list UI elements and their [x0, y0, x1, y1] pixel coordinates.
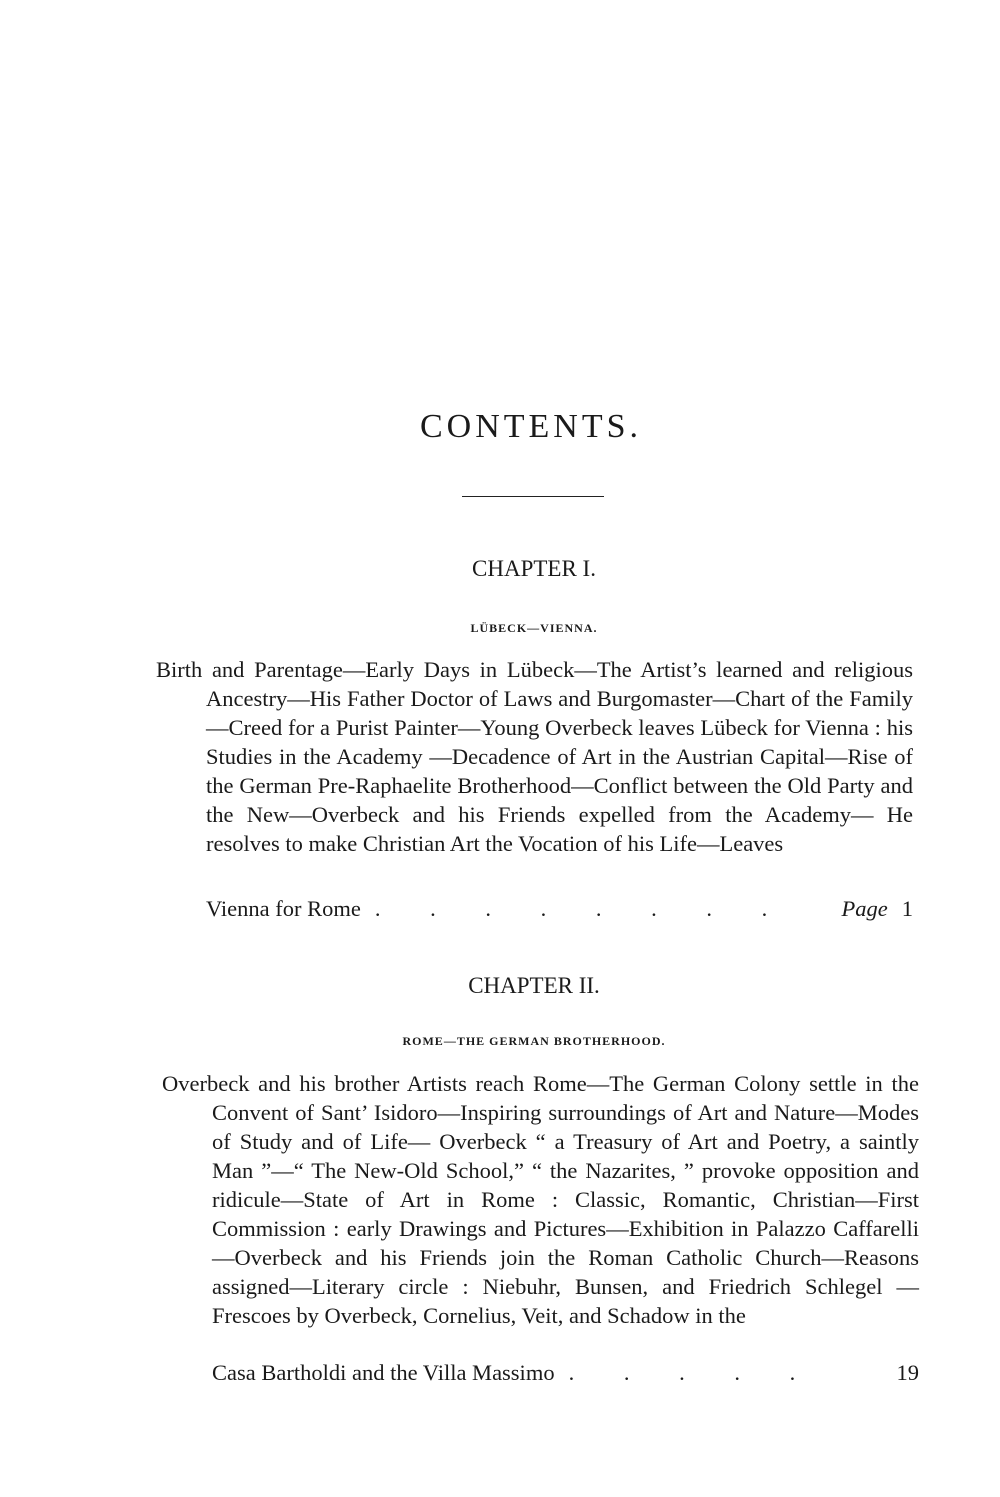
chapter-1-last-line: Vienna for Rome	[206, 896, 361, 921]
chapter-1-leader-dots: . . . . . . . .	[374, 896, 790, 921]
chapter-1-heading: CHAPTER I.	[472, 556, 596, 581]
chapter-2-entry-end	[212, 1358, 919, 1387]
chapter-1-page-label: Page	[841, 896, 888, 921]
chapter-1-summary: Birth and Parentage—Early Days in Lübeck—The Artist’s learned and religious Ancestry—His Father Doctor of Laws and Burgomaster—Chart of the Family—Creed for a Purist Painter—Young Overbeck leaves Lübeck for Vienna : his Studies in the Academy —Decadence of Art in the Austrian Capital—Rise of the German Pre-Raphaelite Brotherhood—Conflict between the Old Party and the New—Overbeck and his Friends expelled from the Academy— He resolves to make Christian Art the Vocation of his Life—Leaves	[156, 657, 913, 856]
chapter-2-last-line: Casa Bartholdi and the Villa Massimo	[212, 1360, 555, 1385]
chapter-2-leader-dots: . . . . .	[568, 1360, 818, 1385]
chapter-2-page-number: 19	[896, 1360, 919, 1385]
chapter-2-heading: CHAPTER II.	[468, 973, 600, 998]
title-rule	[462, 496, 604, 497]
chapter-1-entry-end	[206, 894, 913, 923]
chapter-1-subtitle: LÜBECK—VIENNA.	[470, 621, 598, 635]
chapter-1-page-number: 1	[901, 896, 913, 921]
chapter-2-summary: Overbeck and his brother Artists reach Rome—The German Colony settle in the Convent of Sant’ Isidoro—Inspiring surroundings of Art and Nature—Modes of Study and of Life— Overbeck “ a Treasury of Art and Poetry, a saintly Man ”—“ The New-Old School,” “ the Nazarites, ” provoke opposition and ridicule—State of Art in Rome : Classic, Romantic, Christian—First Commission : early Drawings and Pictures—Exhibition in Palazzo Caffarelli—Overbeck and his Friends join the Roman Catholic Church—Reasons assigned—Literary circle : Niebuhr, Bunsen, and Friedrich Schlegel —Frescoes by Overbeck, Cornelius, Veit, and Schadow in the	[162, 1071, 919, 1328]
chapter-2-subtitle: ROME—THE GERMAN BROTHERHOOD.	[402, 1034, 666, 1048]
contents-title: CONTENTS.	[419, 408, 643, 445]
